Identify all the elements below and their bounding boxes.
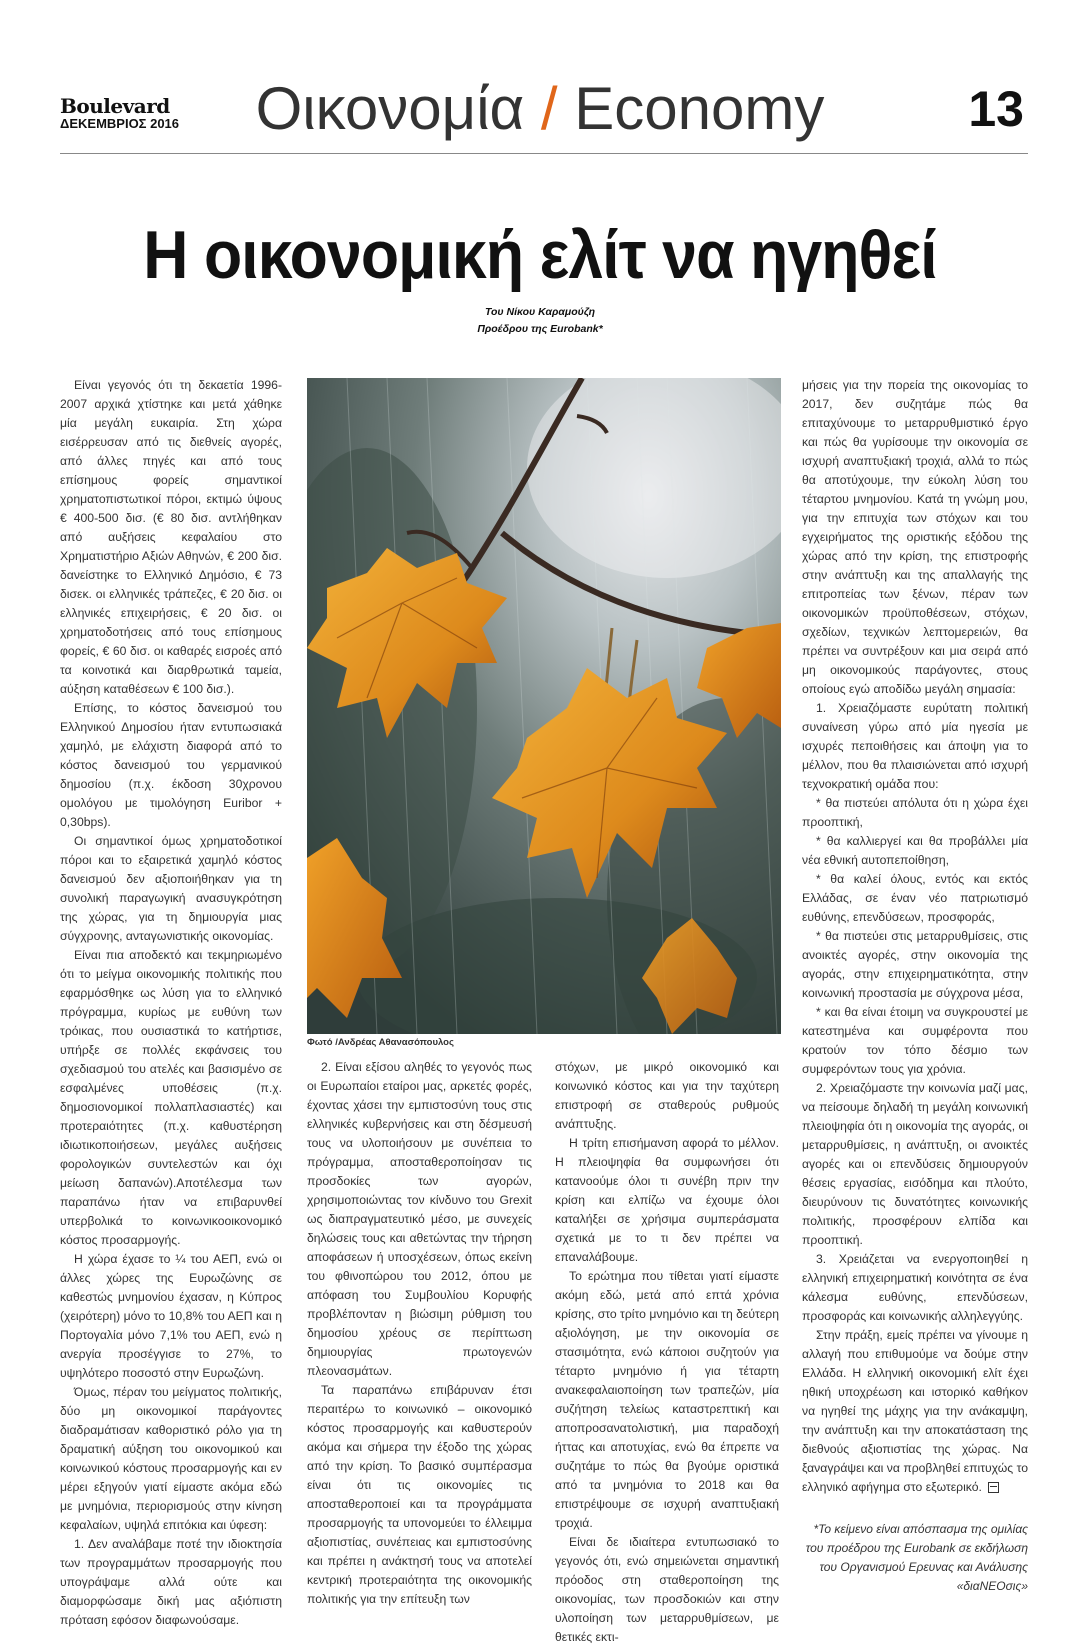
article-column-3 — [555, 1058, 779, 1647]
article-headline: Η οικονομική ελίτ να ηγηθεί — [143, 217, 937, 293]
article-column-2 — [307, 1058, 532, 1609]
article-footnote: *Το κείμενο είναι απόσπασμα της ομιλίας του προέδρου της Eurobank σε εκδήλωση του Οργανισμού Ερευνας και Ανάλυσης «διαΝΕΟσις» — [805, 1522, 1028, 1593]
paragraph: 3. Χρειάζεται να ενεργοποιηθεί η ελληνική επιχειρηματική κοινότητα σε ένα κάλεσμα ευθύνης, επενδύσεων, προσφοράς και κοινωνικής αλληλεγγύης. — [802, 1252, 1028, 1323]
article-column-1 — [60, 376, 282, 1630]
paragraph: Οι σημαντικοί όμως χρηματοδοτικοί πόροι και το εξαιρετικά χαμηλό κόστος δανεισμού δεν αξιοποιήθηκαν για τη συνολική παραγωγική ανασυγκρότηση της χώρας, για τη δημιουργία μιας σύγχρονης, ανταγωνιστικής οικονομίας. — [60, 834, 282, 943]
page-number: 13 — [968, 81, 1024, 137]
section-separator: / — [540, 75, 558, 142]
paragraph: 1. Δεν αναλάβαμε ποτέ την ιδιοκτησία των προγραμμάτων προσαρμογής που υπογράψαμε αλλά ούτε και διαμορφώσαμε δική μας αξιόπιστη πρόταση εφόσον διαφωνούσαμε. — [60, 1537, 282, 1627]
byline — [0, 304, 1080, 338]
article-photo — [307, 378, 781, 1034]
paragraph: Η τρίτη επισήμανση αφορά το μέλλον. Η πλειοψηφία θα συμφωνήσει ότι κατανοούμε όλοι τι συνέβη πριν την κρίση και ελπίζω να έχουμε όλοι καταλήξει σε χρήσιμα συμπεράσματα σχετικά με το τι δεν πρέπει να επαναλάβουμε. — [555, 1136, 779, 1264]
brand-logo: Boulevard — [60, 94, 170, 118]
paragraph: Το ερώτημα που τίθεται γιατί είμαστε ακόμη εδώ, μετά από επτά χρόνια κρίσης, στο τρίτο μνημόνιο και τη δεύτερη αξιολόγηση, με την οικονομία σε στασιμότητα, ενώ κάποιοι συζητούν για τέταρτο μνημόνιο ή για τέταρτη ανακεφαλαιοποίηση των τραπεζών, μία συζήτηση τελείως καταστρεπτική και αποπροσανατολιστική, μια παραδοχή ήττας και αποτυχίας, ενώ θα έπρεπε να συζητάμε το πώς θα βγούμε οριστικά από τα μνημόνια το 2018 και θα επιστρέψουμε σε ισχυρή αναπτυξιακή τροχιά. — [555, 1269, 779, 1530]
autumn-leaves-photo — [307, 378, 781, 1034]
paragraph: 2. Είναι εξίσου αληθές το γεγονός πως οι Ευρωπαίοι εταίροι μας, αρκετές φορές, έχοντας χάσει την εμπιστοσύνη τους στις ελληνικές κυβερνήσεις και στη δέσμευσή τους να υλοποιήσουν με συνέπεια το πρόγραμμα, αποσταθεροποίησαν τις προσδοκίες των αγορών, χρησιμοποιώντας τον κίνδυνο του Grexit ως διαπραγματευτικό μέσο, με συνεχείς δηλώσεις τους και αθετώντας την τήρηση αποφάσεων ή υποσχέσεων, όπως εκείνη του φθινοπώρου του 2012, όπου με απόφαση του Συμβουλίου Κορυφής προβλέπονταν η βιώσιμη ρύθμιση του δημοσίου χρέους σε περίπτωση δημιουργίας πρωτογενών πλεονασμάτων. — [307, 1060, 532, 1378]
list-item: * και θα είναι έτοιμη να συγκρουστεί με κατεστημένα και συμφέροντα που κρατούν τον τόπο δέσμιο των συμφερόντων τους για χρόνια. — [802, 1005, 1028, 1076]
paragraph: μήσεις για την πορεία της οικονομίας το 2017, δεν συζητάμε πώς θα επιταχύνουμε το μεταρρυθμιστικό έργο και πώς θα γυρίσουμε την οικονομία σε ισχυρή αναπτυξιακή τροχιά, αλλά το πώς θα αποτύχουμε, την εύκολη λύση του τέταρτου μνημονίου. Κατά τη γνώμη μου, για την επιτυχία των στόχων και του εγχειρήματος της οριστικής εξόδου της χώρας από την κρίση, της επιστροφής στην ανάπτυξη και της απαλλαγής της επιτροπείας των ξένων, πέραν των οικονομικών προϋποθέσεων, στόχων, σχεδίων, τεχνικών λεπτομερειών, θα πρέπει να συντρέξουν και μια σειρά από μη οικονομικούς παράγοντες, στους οποίους εγώ αποδίδω μεγάλη σημασία: — [802, 378, 1028, 696]
end-of-article-icon — [988, 1482, 999, 1493]
issue-date: ΔΕΚΕΜΒΡΙΟΣ 2016 — [60, 116, 180, 131]
paragraph: Τα παραπάνω επιβάρυναν έτσι περαιτέρω το κοινωνικό – οικονομικό κόστος προσαρμογής και καθυστερούν ακόμα και σήμερα την έξοδο της χώρας από την κρίση. Το βασικό συμπέρασμα είναι ότι τις οικονομίες τις αποσταθεροποιεί και τα προγράμματα προσαρμογής τα υπονομεύει το έλλειμμα αξιοπιστίας, συνέπειας και εμπιστοσύνης και πρέπει η ανάκτησή τους να αποτελεί κεντρική προτεραιότητα της οικονομικής πολιτικής για την επίτευξη των — [307, 1383, 532, 1606]
section-title-english: Economy — [574, 75, 825, 142]
paragraph: Επίσης, το κόστος δανεισμού του Ελληνικού Δημοσίου ήταν εντυπωσιακά χαμηλό, με ελάχιστη διαφορά από το κόστος δανεισμού του γερμανικού δημοσίου (π.χ. έκδοση 30χρονου ομολόγου με τιμολόγηση Euribor + 0,30bps). — [60, 701, 282, 829]
paragraph: Όμως, πέραν του μείγματος πολιτικής, δύο μη οικονομικοί παράγοντες διαδραμάτισαν καθοριστικό ρόλο για τη δραματική αύξηση του οικονομικού και κοινωνικού κόστους προσαρμογής και εν μέρει εξηγούν γιατί είμαστε ακόμα εδώ με μνημόνια, περιορισμούς στην κίνηση κεφαλαίων, υψηλά επιτόκια και ύφεση: — [60, 1385, 282, 1532]
header-divider — [60, 153, 1028, 154]
list-item: * θα πιστεύει απόλυτα ότι η χώρα έχει προοπτική, — [802, 796, 1028, 829]
list-item: * θα καλλιεργεί και θα προβάλλει μία νέα εθνική αυτοπεποίθηση, — [802, 834, 1028, 867]
closing-paragraph-text: Στην πράξη, εμείς πρέπει να γίνουμε η αλλαγή που επιθυμούμε να δούμε στην Ελλάδα. Η ελληνική οικονομική ελίτ έχει ηθική υποχρέωση και ιστορικό καθήκον να ηγηθεί της μάχης για την ανάκαμψη, την ανάπτυξη και την αποκατάσταση της διεθνούς αξιοπιστίας της χώρας. Να ξαναγράψει και να προβληθεί επιτυχώς το ελληνικό αφήγημα στο εξωτερικό. — [802, 1328, 1028, 1494]
list-item: * θα καλεί όλους, εντός και εκτός Ελλάδας, σε έναν νέο πατριωτισμό ευθύνης, επενδύσεων, προσφοράς, — [802, 872, 1028, 924]
paragraph — [802, 1326, 1028, 1497]
section-title — [0, 74, 1080, 143]
list-item: * θα πιστεύει στις μεταρρυθμίσεις, στις ανοικτές αγορές, στην οικονομία της αγοράς, στην επιχειρηματικότητα, στην κοινωνική προστασία με σύγχρονα μέσα, — [802, 929, 1028, 1000]
byline-author: Του Νίκου Καραμούζη — [484, 306, 596, 318]
section-title-greek: Οικονομία — [255, 75, 525, 142]
paragraph: 2. Χρειαζόμαστε την κοινωνία μαζί μας, να πείσουμε δηλαδή τη μεγάλη κοινωνική πλειοψηφία ότι η οικονομία της αγοράς, οι μεταρρυθμίσεις, η ανάπτυξη, οι ανοικτές αγορές και οι επενδύσεις δημιουργούν θέσεις εργασίας, εισόδημα και πλούτο, διευρύνουν τις δυνατότητες κοινωνικής πολιτικής, προσφέρουν ελπίδα και προοπτική. — [802, 1081, 1028, 1247]
article-column-4 — [802, 376, 1028, 1497]
paragraph: Είναι γεγονός ότι τη δεκαετία 1996-2007 αρχικά χτίστηκε και μετά χάθηκε μία μεγάλη ευκαιρία. Στη χώρα εισέρρευσαν από τις διεθνείς αγορές, από άλλες πηγές και από τους επίσημους φορείς σημαντικοί χρηματοπιστωτικοί πόροι, εκτιμώ ύψους € 400-500 δισ. (€ 80 δισ. αντλήθηκαν από αυξήσεις κεφαλαίου στο Χρηματιστήριο Αξιών Αθηνών, € 200 δισ. δανείστηκε το Ελληνικό Δημόσιο, € 73 δισεκ. οι ελληνικές τράπεζες, € 20 δισ. οι ελληνικές επιχειρήσεις, € 20 δισ. οι χρηματοδοτήσεις από τους επίσημους φορείς, € 60 δισ. οι καθαρές εισροές από τα κοινοτικά και διαρθρωτικά ταμεία, αύξηση καταθέσεων € 100 δισ.). — [60, 378, 282, 696]
paragraph: Είναι πια αποδεκτό και τεκμηριωμένο ότι το μείγμα οικονομικής πολιτικής που εφαρμόσθηκε ως λύση για το ελληνικό πρόγραμμα, κυρίως με ευθύνη των τρόικας, που ουσιαστικά το κατήρτισε, υπήρξε σε πολλές εκφάνσεις του σχεδιασμού του ατελές και βασισμένο σε εσφαλμένες υποθέσεις (π.χ. δημοσιονομικοί πολλαπλασιαστές) και προτεραιότητες (π.χ. καθυστέρηση ιδιωτικοποιήσεων, μεγάλες αυξήσεις φορολογικών συντελεστών και όχι μείωση δαπανών).Αποτέλεσμα των παραπάνω ήταν να επιβαρυνθεί υπερβολικά το κοινωνικοοικονομικό κόστος προσαρμογής. — [60, 948, 282, 1247]
byline-role: Προέδρου της Eurobank* — [477, 323, 603, 335]
photo-caption: Φωτό /Ανδρέας Αθανασόπουλος — [307, 1037, 454, 1048]
paragraph: στόχων, με μικρό οικονομικό και κοινωνικό κόστος και για την ταχύτερη επιστροφή σε σταθερούς ρυθμούς ανάπτυξης. — [555, 1060, 779, 1131]
paragraph: 1. Χρειαζόμαστε ευρύτατη πολιτική συναίνεση γύρω από μία ηγεσία με ισχυρές πεποιθήσεις και άποψη για το μέλλον, που θα πλαισιώνεται από ισχυρή τεχνοκρατική ομάδα που: — [802, 701, 1028, 791]
paragraph: Είναι δε ιδιαίτερα εντυπωσιακό το γεγονός ότι, ενώ σημειώνεται σημαντική πρόοδος στη σταθεροποίηση της οικονομίας, των προσδοκιών και στην υλοποίηση των μεταρρυθμίσεων, με θετικές εκτι- — [555, 1535, 779, 1644]
paragraph: Η χώρα έχασε το ¼ του ΑΕΠ, ενώ οι άλλες χώρες της Ευρωζώνης σε καθεστώς μνημονίου έχασαν, η Κύπρος (χειρότερη) μόνο το 10,8% του ΑΕΠ και η Πορτογαλία μόνο 7,1% του ΑΕΠ, ενώ η ανεργία προσέγγισε το 27%, το υψηλότερο ποσοστό στην Ευρωζώνη. — [60, 1252, 282, 1380]
